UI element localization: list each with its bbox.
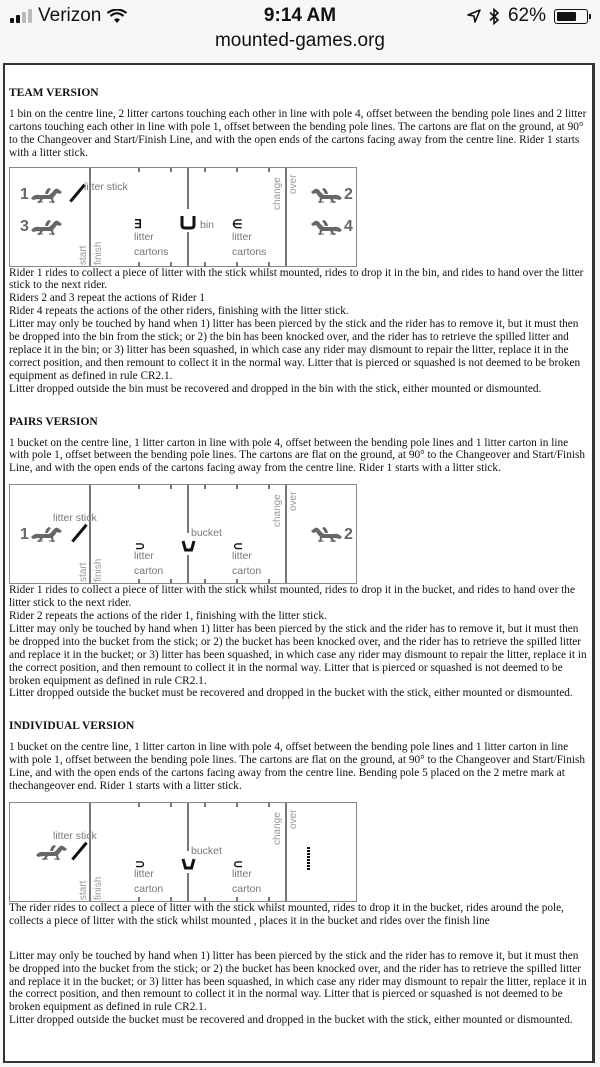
- rule-text: Rider 2 repeats the actions of the rider 1, finishing with the litter stick.: [9, 610, 327, 623]
- section-title-team: TEAM VERSION: [9, 87, 99, 99]
- litter-stick-icon: [71, 524, 87, 542]
- arena-diagram-team: 1 3 2 4 litter stick start finish change over ∃ litter cartons bin ∈ litter cartons: [9, 167, 357, 267]
- carton-left-icon: ⊃: [135, 856, 146, 871]
- centre-line-top: [187, 168, 189, 209]
- carton-right-icon: ⊂: [233, 539, 244, 554]
- rider-3: 3: [20, 218, 63, 238]
- section-intro: 1 bucket on the centre line, 1 litter carton in line with pole 4, offset between the bending pole lines and 1 litter carton in line with pole 1, offset between the bending pole lines. The cartons are flat on the ground, at 90° to the Changeover and Start/Finish Line, and with the open ends of the cartons facing away from the centre line. Rider 1 starts with a litter stick.: [9, 436, 586, 475]
- rider-2: 2: [310, 186, 353, 206]
- changeover-line: [285, 168, 287, 266]
- rider: [34, 843, 68, 863]
- bin-icon: [180, 215, 196, 230]
- bending-pole-icon: [307, 847, 310, 871]
- horse-icon: [29, 186, 63, 206]
- rule-text: Litter dropped outside the bucket must be recovered and dropped in the bucket with the stick, either mounted or dismounted.: [9, 1014, 573, 1027]
- carrier-label: Verizon: [38, 5, 102, 26]
- litter-stick-icon: [71, 842, 87, 860]
- url-bar[interactable]: [0, 30, 600, 56]
- location-icon: [467, 9, 481, 23]
- carton-pair-right-icon: ∈: [232, 216, 243, 231]
- litter-stick-icon: [69, 183, 85, 201]
- horse-icon: [34, 843, 68, 863]
- rule-text: Rider 1 rides to collect a piece of litter with the stick whilst mounted, rides to drop it in the bin, and rides to hand over the litter stick to the next rider.: [9, 266, 584, 292]
- arena-diagram-pairs: 1 2 litter stick start finish change over ⊃ litter carton bucket ⊂ litter carton: [9, 484, 357, 584]
- rule-text: Rider 1 rides to collect a piece of litter with the stick whilst mounted, rides to drop it in the bucket, and rides to hand over the litter stick to the next rider.: [9, 584, 575, 610]
- clock: 9:14 AM: [263, 5, 337, 26]
- horse-icon: [29, 525, 63, 545]
- bluetooth-icon: [489, 8, 500, 25]
- section-title-pairs: PAIRS VERSION: [9, 415, 98, 428]
- battery-percent: 62%: [507, 5, 546, 26]
- battery-icon: [554, 9, 588, 24]
- horse-icon: [29, 218, 63, 238]
- rider-1: 1: [20, 186, 63, 206]
- rule-text: Rider 4 repeats the actions of the other riders, finishing with the litter stick.: [9, 305, 349, 318]
- page-content: [3, 63, 595, 1063]
- centre-line-bottom: [187, 232, 189, 266]
- rule-text: Litter may only be touched by hand when 1) litter has been pierced by the stick and the rider has to remove it, but it must then be dropped into the bucket from the stick; or 2) the bucket has been knocked over, and the rider has to retrieve the spilled litter and replace it in the bucket; or 3) litter has been squashed, in which case any rider may dismount to repair the litter, replace it in the correct position, and then remount to collect it in the normal way. Litter that is pierced or squashed is not deemed to be broken equipment as defined in rule CR2.1.: [9, 949, 587, 1014]
- section-intro: 1 bin on the centre line, 2 litter cartons touching each other in line with pole 4, offset between the bending pole lines and 2 litter cartons touching each other in line with pole 1, offset between the bending pole lines. The cartons are flat on the ground, at 90° to the Changeover and Start/Finish Line, and with the open ends of the cartons facing away from the centre line. Rider 1 starts with a litter stick.: [9, 107, 587, 159]
- horse-icon: [310, 218, 344, 238]
- rider-2: 2: [310, 525, 353, 545]
- section-intro: 1 bucket on the centre line, 1 litter carton in line with pole 4, offset between the bending pole lines and 1 litter carton in line with pole 1, offset between the bending pole lines. The cartons are flat on the ground, at 90° to the Changeover and Start/Finish Line, and with the open ends of the cartons facing away from the centre line. Bending pole 5 placed on the 2 metre mark at thechangeover end. Rider 1 starts with a litter stick.: [9, 741, 586, 792]
- rider-4: 4: [310, 218, 353, 238]
- horse-icon: [310, 186, 344, 206]
- bucket-icon: [181, 858, 196, 870]
- arena-diagram-individual: litter stick start finish change over ⊃ litter carton bucket ⊂ litter carton: [9, 802, 357, 902]
- rule-text: Litter dropped outside the bucket must be recovered and dropped in the bucket with the stick, either mounted or dismounted.: [9, 687, 573, 700]
- rider-1: 1: [20, 525, 63, 545]
- rule-text: The rider rides to collect a piece of litter with the stick whilst mounted, rides to drop it in the bucket, rides around the pole, collects a piece of litter with the stick whilst mounted , places it in the bucket and rides over the finish line: [9, 901, 564, 927]
- url-text: mounted-games.org: [214, 30, 386, 51]
- carton-right-icon: ⊂: [233, 856, 244, 871]
- horse-icon: [310, 525, 344, 545]
- status-bar: [0, 0, 600, 32]
- rule-text: Litter may only be touched by hand when 1) litter has been pierced by the stick and the rider has to remove it, but it must then be dropped into the bucket from the stick; or 2) the bucket has been knocked over, and the rider has to retrieve the spilled litter and replace it in the bucket; or 3) litter has been squashed, in which case any rider may dismount to repair the litter, replace it in the correct position, and then remount to collect it in the normal way. Litter that is pierced or squashed is not deemed to be broken equipment as defined in rule CR2.1.: [9, 622, 587, 687]
- carton-left-icon: ⊃: [135, 539, 146, 554]
- carton-pair-left-icon: ∃: [134, 216, 142, 231]
- rule-text: Litter dropped outside the bin must be recovered and dropped in the bin with the stick, either mounted or dismounted.: [9, 382, 542, 395]
- bucket-icon: [181, 540, 196, 552]
- section-title-individual: INDIVIDUAL VERSION: [9, 720, 135, 733]
- rule-text: Riders 2 and 3 repeat the actions of Rider 1: [9, 292, 206, 305]
- rule-text: Litter may only be touched by hand when 1) litter has been pierced by the stick and the rider has to remove it, but it must then be dropped into the bin from the stick; or 2) the bin has been knocked over, and the rider has to retrieve the spilled litter and replace it in the bin; or 3) litter has been squashed, in which case any rider may dismount to repair the litter, replace it in the correct position, and then remount to collect it in the normal way. Litter that is pierced or squashed is not deemed to be broken equipment as defined in rule CR2.1.: [9, 318, 581, 382]
